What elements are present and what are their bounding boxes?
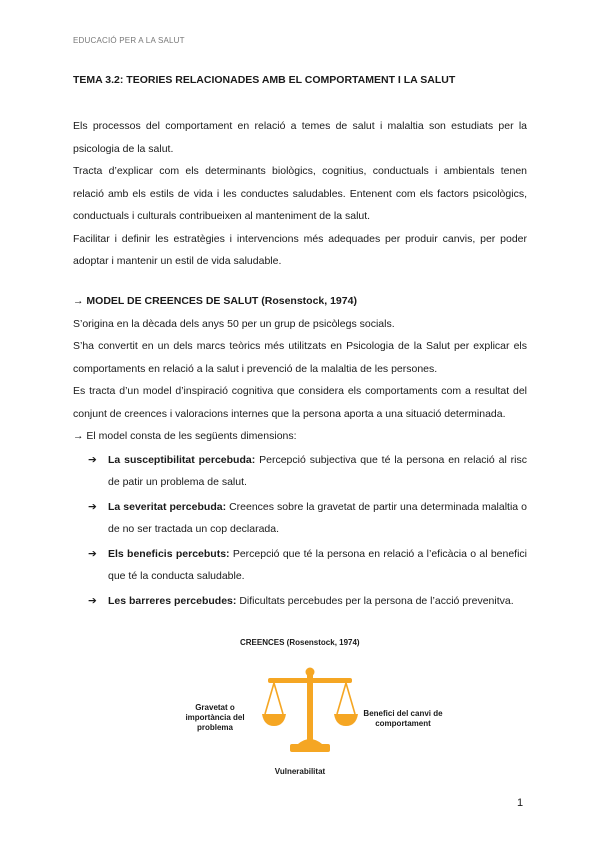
dimension-description: Dificultats percebudes per la persona de l’acció prevenitva.: [236, 594, 514, 607]
model-paragraph: Es tracta d’un model d’inspiració cognitiva que considera els comportaments com a resultat del conjunt de creences i valoracions internes que la persona aporta a una situació determinada.: [73, 385, 527, 420]
figure-title: CREENCES (Rosenstock, 1974): [240, 638, 360, 647]
model-section: [73, 290, 527, 614]
list-item: [73, 543, 527, 588]
intro-section: [73, 115, 527, 273]
figure-label-bottom: Vulnerabilitat: [274, 767, 326, 776]
arrow-bullet-icon: ➔: [88, 594, 97, 607]
arrow-bullet-icon: ➔: [88, 453, 97, 466]
intro-paragraph: Tracta d’explicar com els determinants biològics, cognitius, conductuals i ambientals tenen relació amb els estils de vida i les conductes saludables. Entenent com els factors psicològics, conductuals i culturals contribueixen al manteniment de la salut.: [73, 165, 527, 222]
list-item: [73, 496, 527, 541]
dimension-description: Percepció que té la persona en relació a l’eficàcia o al benefici que té la conducta saludable.: [108, 547, 528, 582]
dimension-description: Percepció subjectiva que té la persona en relació al risc de patir un problema de salut.: [108, 453, 527, 488]
page-title: TEMA 3.2: TEORIES RELACIONADES AMB EL COMPORTAMENT I LA SALUT: [73, 74, 456, 86]
list-item: [73, 590, 527, 613]
dimensions-list: [73, 449, 527, 613]
arrow-bullet-icon: ➔: [88, 500, 97, 513]
arrow-bullet-icon: ➔: [88, 547, 97, 560]
figure-label-right: Benefici del canvi de comportament: [363, 709, 443, 728]
running-header: EDUCACIÓ PER A LA SALUT: [73, 36, 185, 45]
dimension-description: Creences sobre la gravetat de partir una determinada malaltia o de no ser tractada un cop declarada.: [108, 500, 528, 535]
figure-label-left: Gravetat o importància del problema: [185, 703, 245, 732]
page-number: 1: [517, 797, 524, 809]
intro-paragraph: Facilitar i definir les estratègies i intervencions més adequades per produir canvis, per poder adoptar i mantenir un estil de vida saludable.: [73, 232, 527, 267]
dimension-term: Les barreres percebudes:: [108, 594, 237, 607]
dimension-term: Els beneficis percebuts:: [108, 547, 230, 560]
intro-paragraph: Els processos del comportament en relació a temes de salut i malaltia son estudiats per la psicologia de la salut.: [73, 120, 527, 155]
dimensions-intro: → El model consta de les següents dimensions:: [73, 430, 297, 442]
model-paragraph: S’ha convertit en un dels marcs teòrics més utilitzats en Psicologia de la Salut per explicar els comportaments en relació a la salut i prevenció de la malaltia de les persones.: [73, 340, 527, 375]
dimension-term: La susceptibilitat percebuda:: [108, 453, 256, 466]
creences-figure: [170, 636, 450, 781]
model-paragraph: S’origina en la dècada dels anys 50 per un grup de psicòlegs socials.: [73, 317, 395, 330]
list-item: [73, 449, 527, 494]
model-heading: → MODEL DE CREENCES DE SALUT (Rosenstock, 1974): [73, 295, 357, 307]
dimension-term: La severitat percebuda:: [108, 500, 227, 513]
balance-scale-icon: [262, 664, 358, 756]
